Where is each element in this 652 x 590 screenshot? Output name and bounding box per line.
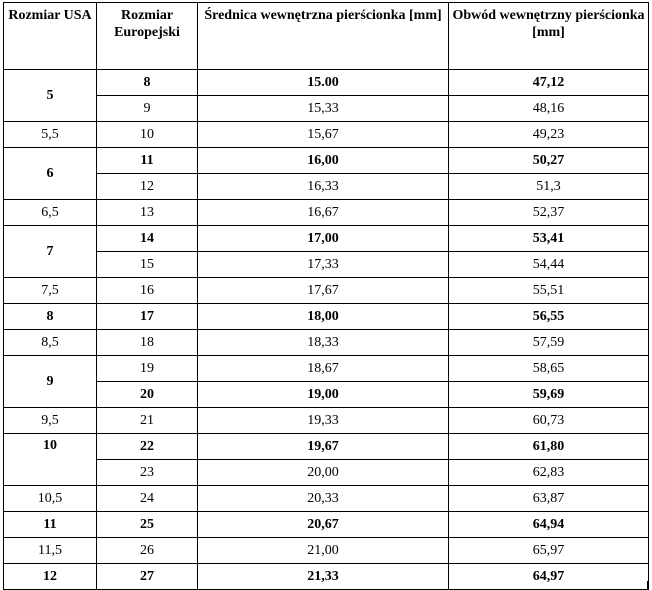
usa-size-cell: 8,5 (4, 330, 97, 356)
circumference-cell: 58,65 (449, 356, 649, 382)
table-row (4, 304, 649, 330)
ring-size-table (3, 2, 649, 590)
diameter-cell: 20,67 (198, 512, 449, 538)
header-eu-size: Rozmiar Europejski (97, 3, 198, 70)
table-row (4, 486, 649, 512)
circumference-cell: 54,44 (449, 252, 649, 278)
diameter-cell: 19,67 (198, 434, 449, 460)
diameter-cell: 19,00 (198, 382, 449, 408)
usa-size-cell: 5,5 (4, 122, 97, 148)
eu-size-cell: 13 (97, 200, 198, 226)
diameter-cell: 15,67 (198, 122, 449, 148)
table-row (4, 252, 649, 278)
table-row (4, 330, 649, 356)
usa-size-cell: 6 (4, 148, 97, 200)
table-row (4, 408, 649, 434)
usa-size-cell: 11,5 (4, 538, 97, 564)
diameter-cell: 18,33 (198, 330, 449, 356)
usa-size-cell: 7 (4, 226, 97, 278)
usa-size-cell: 10 (4, 434, 97, 486)
usa-size-cell: 11 (4, 512, 97, 538)
table-row (4, 226, 649, 252)
eu-size-cell: 26 (97, 538, 198, 564)
diameter-cell: 20,33 (198, 486, 449, 512)
eu-size-cell: 21 (97, 408, 198, 434)
circumference-cell: 62,83 (449, 460, 649, 486)
circumference-cell: 57,59 (449, 330, 649, 356)
header-row (4, 3, 649, 70)
circumference-cell: 64,97 (449, 564, 649, 590)
usa-size-cell: 12 (4, 564, 97, 590)
eu-size-cell: 19 (97, 356, 198, 382)
eu-size-cell: 17 (97, 304, 198, 330)
diameter-cell: 17,33 (198, 252, 449, 278)
circumference-cell: 48,16 (449, 96, 649, 122)
table-row (4, 96, 649, 122)
eu-size-cell: 11 (97, 148, 198, 174)
header-usa-size: Rozmiar USA (4, 3, 97, 70)
diameter-cell: 21,33 (198, 564, 449, 590)
eu-size-cell: 16 (97, 278, 198, 304)
circumference-cell: 61,80 (449, 434, 649, 460)
diameter-cell: 16,33 (198, 174, 449, 200)
diameter-cell: 21,00 (198, 538, 449, 564)
eu-size-cell: 22 (97, 434, 198, 460)
diameter-cell: 19,33 (198, 408, 449, 434)
diameter-cell: 16,67 (198, 200, 449, 226)
eu-size-cell: 25 (97, 512, 198, 538)
diameter-cell: 17,67 (198, 278, 449, 304)
eu-size-cell: 9 (97, 96, 198, 122)
circumference-cell: 59,69 (449, 382, 649, 408)
table-row (4, 174, 649, 200)
usa-size-cell: 8 (4, 304, 97, 330)
header-inner-circumference: Obwód wewnętrzny pierścionka [mm] (449, 3, 649, 70)
circumference-cell: 47,12 (449, 70, 649, 96)
diameter-cell: 15.00 (198, 70, 449, 96)
table-row (4, 200, 649, 226)
usa-size-cell: 7,5 (4, 278, 97, 304)
circumference-cell: 53,41 (449, 226, 649, 252)
circumference-cell: 65,97 (449, 538, 649, 564)
diameter-cell: 18,00 (198, 304, 449, 330)
circumference-cell: 52,37 (449, 200, 649, 226)
eu-size-cell: 24 (97, 486, 198, 512)
eu-size-cell: 23 (97, 460, 198, 486)
eu-size-cell: 8 (97, 70, 198, 96)
table-row (4, 434, 649, 460)
diameter-cell: 17,00 (198, 226, 449, 252)
usa-size-cell: 10,5 (4, 486, 97, 512)
table-row (4, 382, 649, 408)
eu-size-cell: 15 (97, 252, 198, 278)
table-row (4, 122, 649, 148)
circumference-cell: 49,23 (449, 122, 649, 148)
usa-size-cell: 9 (4, 356, 97, 408)
circumference-cell: 50,27 (449, 148, 649, 174)
circumference-cell: 60,73 (449, 408, 649, 434)
diameter-cell: 18,67 (198, 356, 449, 382)
circumference-cell: 55,51 (449, 278, 649, 304)
table-row (4, 538, 649, 564)
eu-size-cell: 14 (97, 226, 198, 252)
circumference-cell: 51,3 (449, 174, 649, 200)
eu-size-cell: 27 (97, 564, 198, 590)
table-row (4, 512, 649, 538)
table-continuation (3, 581, 648, 589)
usa-size-cell: 9,5 (4, 408, 97, 434)
header-inner-diameter: Średnica wewnętrzna pierścionka [mm] (198, 3, 449, 70)
eu-size-cell: 20 (97, 382, 198, 408)
table-row (4, 70, 649, 96)
usa-size-cell: 6,5 (4, 200, 97, 226)
diameter-cell: 20,00 (198, 460, 449, 486)
table-row (4, 148, 649, 174)
circumference-cell: 64,94 (449, 512, 649, 538)
eu-size-cell: 12 (97, 174, 198, 200)
table-row (4, 356, 649, 382)
diameter-cell: 15,33 (198, 96, 449, 122)
eu-size-cell: 18 (97, 330, 198, 356)
eu-size-cell: 10 (97, 122, 198, 148)
table-row (4, 278, 649, 304)
usa-size-cell: 5 (4, 70, 97, 122)
diameter-cell: 16,00 (198, 148, 449, 174)
table-row (4, 460, 649, 486)
circumference-cell: 63,87 (449, 486, 649, 512)
circumference-cell: 56,55 (449, 304, 649, 330)
